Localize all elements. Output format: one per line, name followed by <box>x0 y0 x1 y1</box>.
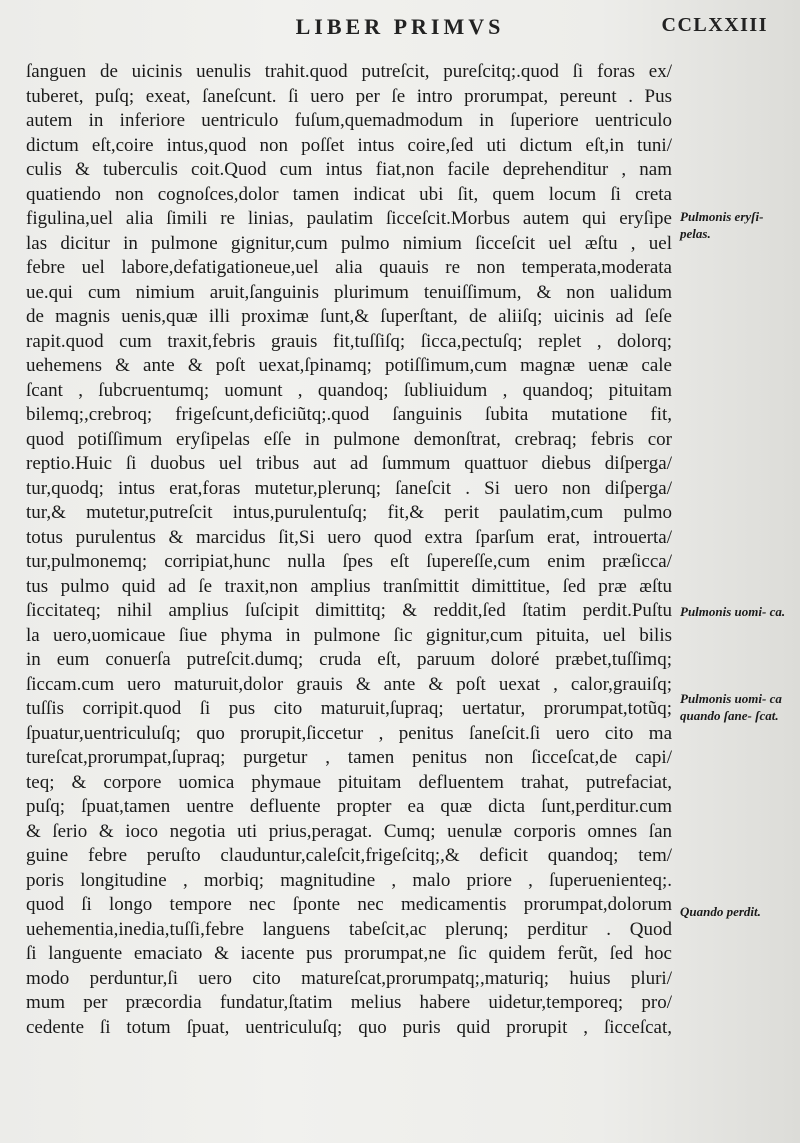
text-line: autem in inferiore uentriculo fuſum,quemadmodum in ſuperiore uentriculo <box>26 110 672 131</box>
text-line: tuſſis corripit.quod ſi pus cito maturuit,ſupraq; uertatur, prorumpat,totũq; <box>26 698 672 719</box>
margin-note-uomica-sanescat: Pulmonis uomi- ca quando ſane- ſcat. <box>680 691 782 723</box>
text-line: culis & tuberculis coit.Quod cum intus fiat,non facile deprehenditur , nam <box>26 159 672 180</box>
text-line: ſpuatur,uentriculuſq; quo prorupit,ſiccetur , penitus ſaneſcit.ſi uero cito ma <box>26 722 672 744</box>
folio-number: CCLXXIII <box>661 14 768 36</box>
text-line: uehemens & ante & poſt uexat,ſpinamq; potiſſimum,cum magnæ uenæ cale <box>26 355 672 376</box>
text-line: modo perduntur,ſi uero cito matureſcat,prorumpatq;,maturiq; huius pluri/ <box>26 967 672 989</box>
text-line: las dicitur in pulmone gignitur,cum pulmo nimium ſicceſcit uel æſtu , uel <box>26 232 672 254</box>
text-line: in eum conuerſa putreſcit.dumq; cruda eſt, paruum doloré præbet,tuſſimq; <box>26 649 672 670</box>
text-line: la uero,uomicaue ſiue phyma in pulmone ſic gignitur,cum pituita, uel bilis <box>26 624 672 646</box>
text-line: poris longitudine , morbiq; magnitudine , malo priore , ſuperuenienteq;. <box>26 869 672 891</box>
text-line: rapit.quod cum traxit,febris grauis fit,tuſſiſq; ſicca,pectuſq; replet , dolorq; <box>26 330 672 352</box>
text-line: tur,quodq; intus erat,foras mutetur,plerunq; ſaneſcit . Si uero non diſperga/ <box>26 477 672 499</box>
text-line: febre uel labore,defatigationeue,uel alia quauis re non temperata,moderata <box>26 257 672 278</box>
text-line: ue.qui cum nimium aruit,ſanguinis plurimum tenuiſſimum, & non ualidum <box>26 281 672 303</box>
text-line: tur,& mutetur,putreſcit intus,purulentuſq; fit,& perit paulatim,cum pulmo <box>26 502 672 523</box>
main-text-block <box>26 60 672 1040</box>
text-line: guine febre peruſto clauduntur,caleſcit,frigeſcitq;,& deficit quandoq; tem/ <box>26 845 672 866</box>
text-line: ſcant , ſubcruentumq; uomunt , quandoq; ſubliuidum , quandoq; pituitam <box>26 379 672 401</box>
text-line: quod potiſſimum eryſipelas eſſe in pulmone demonſtrat, crebraq; febris cor <box>26 428 672 450</box>
text-line: puſq; ſpuat,tamen uentre defluente propter ea quæ dicta ſunt,perditur.cum <box>26 796 672 817</box>
text-line: cedente ſi totum ſpuat, uentriculuſq; quo puris quid prorupit , ſicceſcat, <box>26 1016 672 1038</box>
text-line: figulina,uel alia ſimili re linias, paulatim ſicceſcit.Morbus autem qui eryſipe <box>26 208 672 229</box>
margin-note-pulmonis-uomica: Pulmonis uomi- ca. <box>680 604 786 619</box>
text-line: tur,pulmonemq; corripiat,hunc nulla ſpes eſt ſupereſſe,cum enim præſicca/ <box>26 551 672 572</box>
text-line: dictum eſt,coire intus,quod non poſſet intus coire,ſed uti dictum eſt,in tuni/ <box>26 134 672 156</box>
text-line: mum per præcordia fundatur,ſtatim melius habere uidetur,temporeq; pro/ <box>26 992 672 1013</box>
text-line: ſiccam.cum uero maturuit,dolor grauis & ante & poſt uexat , calor,grauiſq; <box>26 673 672 695</box>
text-line: & ſerio & ioco negotia uti prius,peragat. Cumq; uenulæ corporis omnes ſan <box>26 820 672 842</box>
text-line: bilemq;,crebroq; frigeſcunt,deficiũtq;.quod ſanguinis ſubita mutatione fit, <box>26 404 672 425</box>
margin-note-pulmonis-erysipelas: Pulmonis eryſi- pelas. <box>680 209 764 241</box>
text-line: totus purulentus & marcidus ſit,Si uero quod extra ſparſum erat, introuerta/ <box>26 526 672 548</box>
text-line: quod ſi longo tempore nec ſponte nec medicamentis prorumpat,dolorum <box>26 894 672 915</box>
text-line: ſanguen de uicinis uenulis trahit.quod putreſcit, pureſcitq;.quod ſi foras ex/ <box>26 61 672 82</box>
text-line: uehementia,inedia,tuſſi,febre languens tabeſcit,ac plerunq; perditur . Quod <box>26 918 672 940</box>
text-line: tus pulmo quid ad ſe traxit,non amplius tranſmittit dimittitue, ſed præ æſtu <box>26 575 672 597</box>
text-line: ſiccitateq; nihil amplius ſuſcipit dimittitq; & reddit,ſed ſtatim perdit.Puſtu <box>26 600 672 621</box>
text-line: quatiendo non cognoſces,dolor tamen indicat ubi ſit, quem locum ſi creta <box>26 183 672 205</box>
text-line: ſi languente emaciato & iacente pus prorumpat,ne ſic quidem ferũt, ſed hoc <box>26 943 672 964</box>
text-line: tuberet, puſq; exeat, ſaneſcunt. ſi uero per ſe intro prorumpat, pereunt . Pus <box>26 85 672 107</box>
margin-note-quando-perdit: Quando perdit. <box>680 904 761 919</box>
text-line: teq; & corpore uomica phymaue pituitam defluentem trahat, putrefaciat, <box>26 771 672 793</box>
text-line: reptio.Huic ſi duobus uel tribus aut ad ſummum quattuor diebus diſperga/ <box>26 453 672 474</box>
running-head: LIBER PRIMVS <box>295 14 505 39</box>
text-line: de magnis uenis,quæ illi proximæ ſunt,& ſuperſtant, de aliiſq; uicinis ad ſeſe <box>26 306 672 327</box>
text-line: tureſcat,prorumpat,ſupraq; purgetur , tamen penitus non ſicceſcat,de capi/ <box>26 747 672 768</box>
